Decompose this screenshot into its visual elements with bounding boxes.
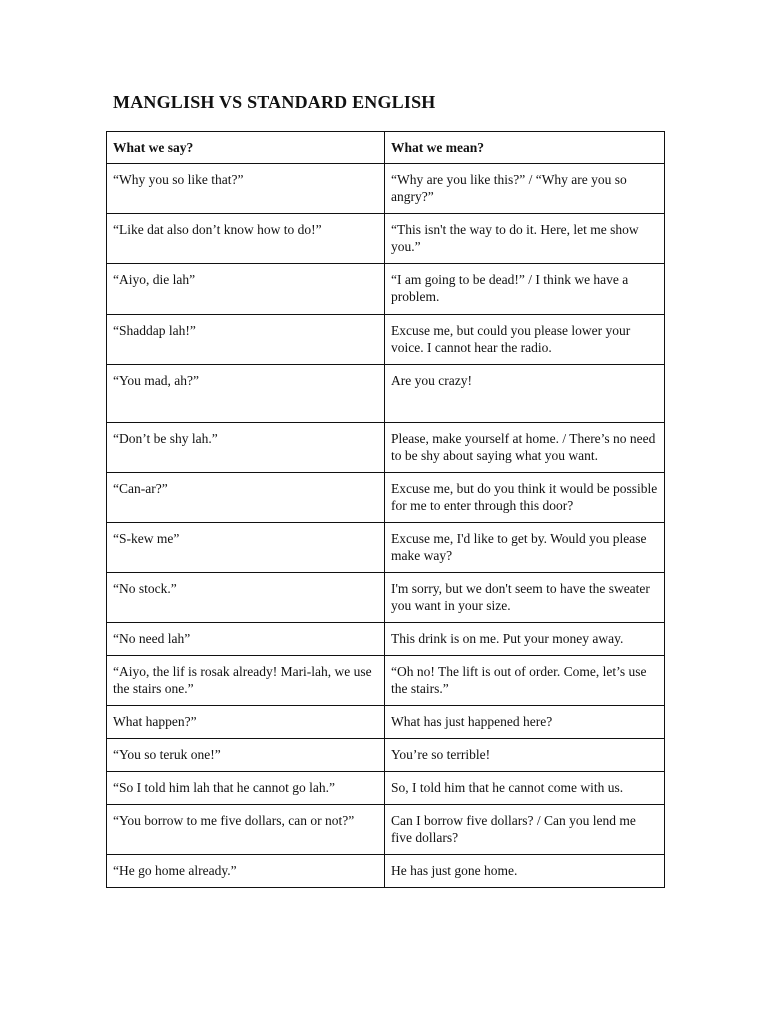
page-title: MANGLISH VS STANDARD ENGLISH — [113, 92, 436, 112]
cell-say: “Like dat also don’t know how to do!” — [107, 214, 385, 264]
cell-mean: This drink is on me. Put your money away. — [385, 623, 665, 656]
table-row — [107, 473, 665, 523]
cell-mean: You’re so terrible! — [385, 739, 665, 772]
table-row — [107, 214, 665, 264]
cell-mean: He has just gone home. — [385, 855, 665, 888]
phrase-table — [106, 131, 665, 888]
table-row — [107, 772, 665, 805]
table-row — [107, 573, 665, 623]
table-row — [107, 623, 665, 656]
table-row — [107, 739, 665, 772]
cell-say: “Shaddap lah!” — [107, 315, 385, 365]
cell-mean: What has just happened here? — [385, 706, 665, 739]
cell-mean: Excuse me, I'd like to get by. Would you please make way? — [385, 523, 665, 573]
column-header-mean: What we mean? — [385, 132, 665, 164]
cell-say: “You borrow to me five dollars, can or not?” — [107, 805, 385, 855]
cell-say: What happen?” — [107, 706, 385, 739]
table-row — [107, 523, 665, 573]
cell-say: “You mad, ah?” — [107, 365, 385, 423]
cell-say: “Aiyo, die lah” — [107, 264, 385, 315]
cell-say: “No need lah” — [107, 623, 385, 656]
column-header-say: What we say? — [107, 132, 385, 164]
cell-mean: “This isn't the way to do it. Here, let me show you.” — [385, 214, 665, 264]
table-header-row — [107, 132, 665, 164]
cell-mean: Can I borrow five dollars? / Can you lend me five dollars? — [385, 805, 665, 855]
table-row — [107, 855, 665, 888]
cell-say: “You so teruk one!” — [107, 739, 385, 772]
cell-say: “He go home already.” — [107, 855, 385, 888]
cell-say: “Don’t be shy lah.” — [107, 423, 385, 473]
cell-say: “So I told him lah that he cannot go lah.” — [107, 772, 385, 805]
cell-mean: “I am going to be dead!” / I think we have a problem. — [385, 264, 665, 315]
cell-mean: Are you crazy! — [385, 365, 665, 423]
cell-say: “S-kew me” — [107, 523, 385, 573]
cell-mean: “Why are you like this?” / “Why are you so angry?” — [385, 164, 665, 214]
cell-mean: So, I told him that he cannot come with us. — [385, 772, 665, 805]
table-row — [107, 365, 665, 423]
table-row — [107, 315, 665, 365]
cell-mean: “Oh no! The lift is out of order. Come, let’s use the stairs.” — [385, 656, 665, 706]
cell-say: “Aiyo, the lif is rosak already! Mari-lah, we use the stairs one.” — [107, 656, 385, 706]
cell-say: “Why you so like that?” — [107, 164, 385, 214]
table-row — [107, 264, 665, 315]
table-row — [107, 423, 665, 473]
table-row — [107, 164, 665, 214]
cell-mean: I'm sorry, but we don't seem to have the sweater you want in your size. — [385, 573, 665, 623]
cell-mean: Excuse me, but do you think it would be possible for me to enter through this door? — [385, 473, 665, 523]
cell-say: “No stock.” — [107, 573, 385, 623]
table-row — [107, 656, 665, 706]
cell-mean: Please, make yourself at home. / There’s no need to be shy about saying what you want. — [385, 423, 665, 473]
table-row — [107, 706, 665, 739]
cell-say: “Can-ar?” — [107, 473, 385, 523]
cell-mean: Excuse me, but could you please lower your voice. I cannot hear the radio. — [385, 315, 665, 365]
table-row — [107, 805, 665, 855]
